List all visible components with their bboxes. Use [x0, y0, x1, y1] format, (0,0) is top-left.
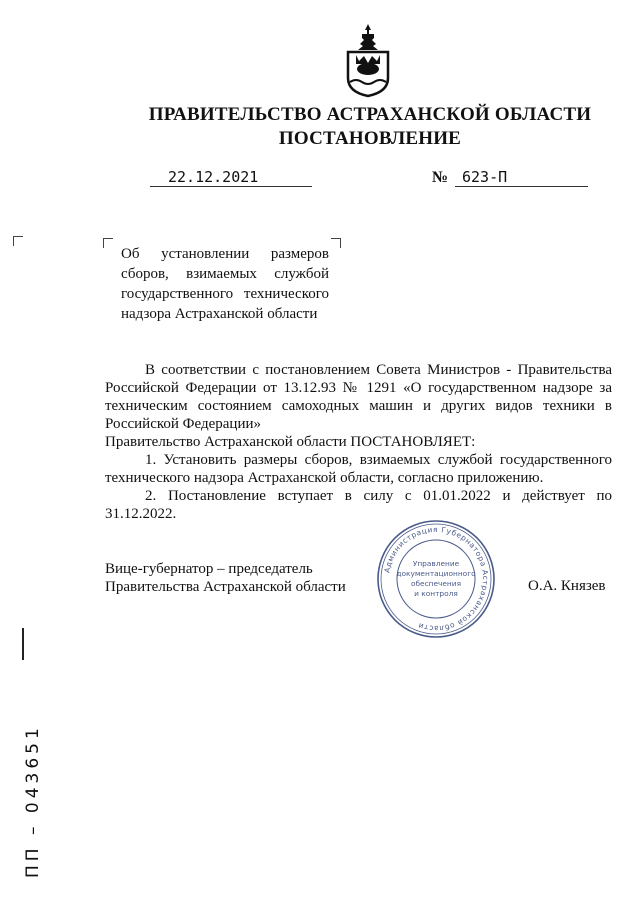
signatory-title-line1: Вице-губернатор – председатель: [105, 561, 313, 577]
coat-of-arms-emblem: [342, 22, 394, 98]
subject-corner-right: [331, 238, 341, 248]
svg-text:Управление: Управление: [412, 559, 460, 568]
preamble-paragraph: В соответствии с постановлением Совета Министров - Правительства Российской Федерации от 13.12.93 № 1291 «О государственном надзоре за техническим состоянием самоходных машин и других видов техники в Российской Федерации»: [105, 362, 612, 432]
number-sign: №: [432, 169, 449, 186]
margin-corner-mark: [13, 236, 23, 246]
form-serial-number: ПП – 043651: [23, 724, 43, 878]
decree-line: Правительство Астраханской области ПОСТАНОВЛЯЕТ:: [105, 434, 476, 450]
margin-line: [22, 628, 24, 660]
signatory-name: О.А. Князев: [528, 578, 606, 594]
svg-text:и контроля: и контроля: [414, 589, 458, 598]
svg-text:Администрация Губернатора Астр: Администрация Губернатора Астраханской области: [382, 524, 491, 634]
decree-item-1: 1. Установить размеры сборов, взимаемых службой государственного технического надзора Астраханской области, согласно приложению.: [105, 452, 612, 486]
svg-text:обеспечения: обеспечения: [410, 579, 462, 588]
svg-text:документационного: документационного: [396, 569, 476, 578]
signatory-title-line2: Правительства Астраханской области: [105, 579, 346, 595]
document-body: [105, 361, 612, 523]
date-underline: [150, 186, 312, 187]
signatory-title: [105, 560, 346, 596]
number-underline: [455, 186, 588, 187]
subject-corner-left: [103, 238, 113, 248]
document-date: 22.12.2021: [168, 168, 259, 186]
document-subject: Об установлении размеров сборов, взимаемых службой государственного технического надзора Астраханской области: [121, 246, 329, 322]
document-number: 623-П: [462, 168, 508, 186]
document-type: ПОСТАНОВЛЕНИЕ: [278, 128, 462, 149]
organization-title: ПРАВИТЕЛЬСТВО АСТРАХАНСКОЙ ОБЛАСТИ: [148, 104, 592, 125]
official-stamp: [376, 519, 496, 639]
decree-item-2: 2. Постановление вступает в силу с 01.01.2022 и действует по 31.12.2022.: [105, 488, 612, 522]
